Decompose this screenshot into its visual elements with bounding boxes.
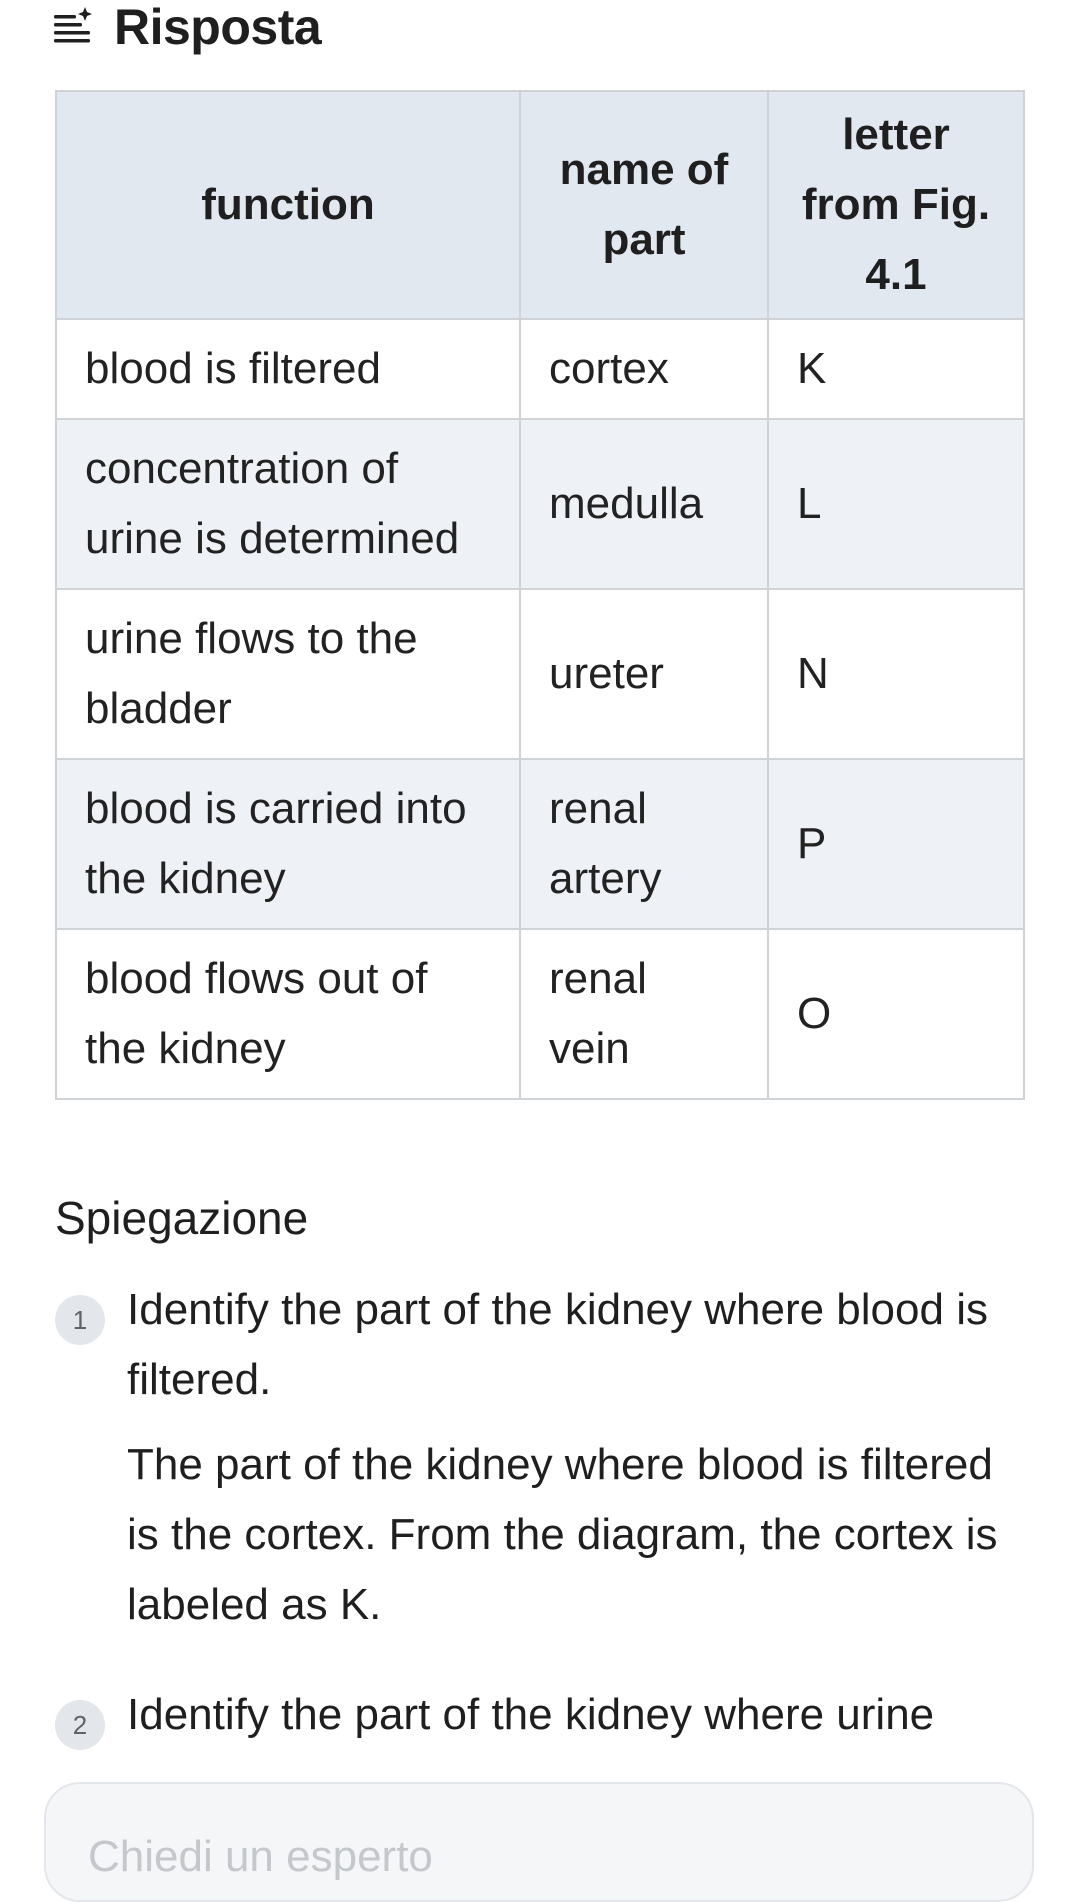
cell-letter: L [768,419,1024,589]
cell-letter: N [768,589,1024,759]
cell-function: blood is carried into the kidney [56,759,520,929]
step-number-badge: 2 [55,1700,105,1750]
column-header-letter: letter from Fig. 4.1 [768,91,1024,319]
cell-function: urine flows to the bladder [56,589,520,759]
cell-letter: O [768,929,1024,1099]
page-title: Risposta [114,0,322,55]
ask-expert-card[interactable] [44,1782,1034,1902]
cell-function: blood is filtered [56,319,520,419]
explanation-title: Spiegazione [55,1192,309,1244]
cell-function: blood flows out of the kidney [56,929,520,1099]
cell-letter: K [768,319,1024,419]
table-header-row [56,91,1024,319]
table-row [56,319,1024,419]
cell-part: cortex [520,319,768,419]
answer-table [55,90,1025,1100]
table-row [56,589,1024,759]
cell-part: renal vein [520,929,768,1099]
column-header-part: name of part [520,91,768,319]
ask-expert-label: Chiedi un esperto [88,1832,433,1881]
cell-part: renal artery [520,759,768,929]
column-header-function: function [56,91,520,319]
step-heading: Identify the part of the kidney where blood is filtered. [127,1285,988,1404]
step-heading: Identify the part of the kidney where urine [127,1690,935,1739]
table-row [56,419,1024,589]
step-detail: The part of the kidney where blood is filtered is the cortex. From the diagram, the cortex is labeled as K. [127,1440,998,1629]
step-number-badge: 1 [55,1295,105,1345]
cell-function: concentration of urine is determined [56,419,520,589]
cell-part: medulla [520,419,768,589]
table-row [56,929,1024,1099]
cell-letter: P [768,759,1024,929]
sparkle-list-icon [54,7,94,47]
answer-header [54,0,321,54]
cell-part: ureter [520,589,768,759]
table-row [56,759,1024,929]
